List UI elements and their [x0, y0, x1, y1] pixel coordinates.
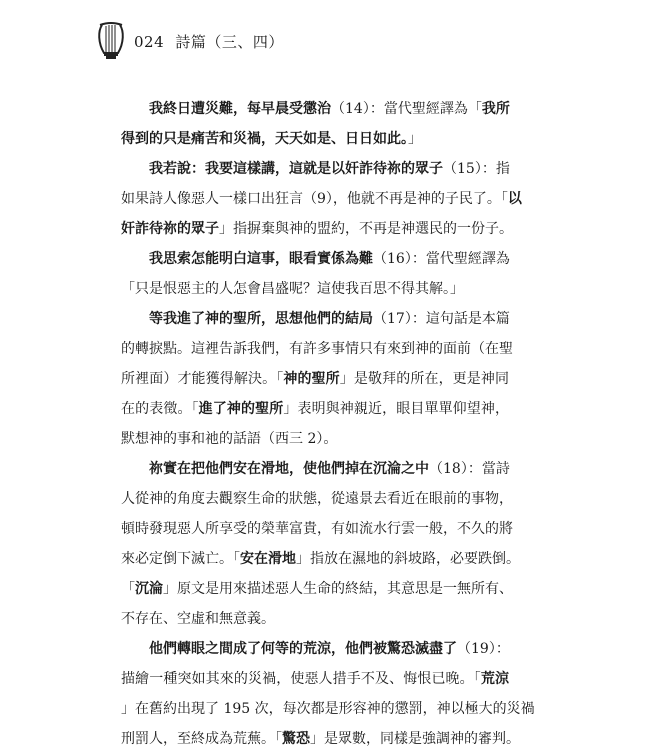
commentary-text: 人從神的角度去觀察生命的狀態，從遠景去看近在眼前的事物，	[121, 491, 513, 507]
commentary-body	[121, 94, 535, 754]
text-line	[121, 664, 509, 694]
commentary-text: 的轉捩點。這裡告訴我們，有許多事情只有來到神的面前（在聖	[121, 341, 513, 357]
scripture-quote: 沉淪	[135, 581, 163, 597]
commentary-text: 「只是恨惡主的人怎會昌盛呢？這使我百思不得其解。」	[121, 281, 464, 297]
scripture-quote: 驚恐	[282, 731, 310, 747]
text-line	[121, 604, 509, 634]
scripture-quote: 等我進了神的聖所，思想他們的結局	[149, 311, 373, 327]
commentary-text: 在的表徵。「	[121, 401, 199, 417]
commentary-text: （15）：指	[443, 161, 510, 177]
commentary-text: 」指摒棄與神的盟約，不再是神選民的一份子。	[219, 221, 513, 237]
commentary-text: 刑罰人，至終成為荒蕪。「	[121, 731, 282, 747]
commentary-text: 頓時發現惡人所享受的榮華富貴，有如流水行雲一般，不久的將	[121, 521, 513, 537]
page-title: 詩篇（三、四）	[175, 32, 284, 51]
scripture-quote: 他們轉眼之間成了何等的荒涼，他們被驚恐滅盡了	[149, 641, 457, 657]
commentary-text: （14）：當代聖經譯為「	[331, 101, 482, 117]
commentary-text: 」是敬拜的所在，更是神同	[339, 371, 510, 387]
text-line	[121, 364, 509, 394]
commentary-text: 」	[408, 131, 422, 147]
commentary-text: 」在舊約出現了 195 次，每次都是形容神的懲罰，神以極大的災禍	[121, 701, 535, 717]
commentary-text: 默想神的事和祂的話語（西三 2）。	[121, 431, 338, 447]
text-line	[121, 214, 513, 244]
commentary-text: 」是眾數，同樣是強調神的審判。	[310, 731, 520, 747]
scripture-quote: 祢實在把他們安在滑地，使他們掉在沉淪之中	[149, 461, 429, 477]
page-header	[96, 20, 284, 62]
text-line	[121, 694, 535, 724]
scripture-quote: 得到的只是痛苦和災禍，天天如是、日日如此。	[121, 131, 408, 147]
paragraph	[121, 454, 520, 634]
scripture-quote: 安在滑地	[240, 551, 296, 567]
scripture-quote: 我若說：我要這樣講，這就是以奸詐待祢的眾子	[149, 161, 443, 177]
text-line	[121, 574, 513, 604]
scripture-quote: 以	[507, 191, 522, 207]
text-line	[121, 394, 509, 424]
scripture-quote: 我思索怎能明白這事，眼看實係為難	[149, 251, 373, 267]
scripture-quote: 奸詐待祢的眾子	[121, 221, 219, 237]
harp-icon	[96, 21, 126, 61]
scripture-quote: 荒涼	[480, 671, 510, 687]
paragraph	[121, 154, 522, 244]
commentary-text: 「	[121, 581, 135, 597]
text-line	[121, 334, 513, 364]
paragraph	[121, 244, 509, 304]
text-line	[121, 94, 509, 124]
text-line	[121, 244, 509, 274]
scripture-quote: 我所	[481, 101, 510, 117]
commentary-text: 如果詩人像惡人一樣口出狂言（9），他就不再是神的子民了。「	[121, 191, 508, 207]
paragraph	[121, 304, 513, 454]
commentary-text: （19）：	[457, 641, 510, 657]
commentary-text: 描繪一種突如其來的災禍，使惡人措手不及、悔恨已晚。「	[121, 671, 481, 687]
commentary-text: （16）：當代聖經譯為	[373, 251, 510, 267]
text-line	[121, 424, 509, 454]
commentary-text: 」表明與神親近，眼目單單仰望神，	[283, 401, 510, 417]
commentary-text: 不存在、空虛和無意義。	[121, 611, 275, 627]
commentary-text: （17）：這句話是本篇	[373, 311, 510, 327]
commentary-text: 」原文是用來描述惡人生命的終結，其意思是一無所有、	[163, 581, 513, 597]
scripture-quote: 神的聖所	[283, 371, 340, 387]
text-line	[121, 514, 513, 544]
commentary-text: 」指放在濕地的斜坡路，必要跌倒。	[296, 551, 520, 567]
paragraph	[121, 634, 535, 754]
scripture-quote: 進了神的聖所	[198, 401, 284, 417]
commentary-text: （18）：當詩	[429, 461, 510, 477]
text-line	[121, 184, 522, 214]
commentary-text: 來必定倒下滅亡。「	[121, 551, 240, 567]
paragraph	[121, 94, 509, 154]
text-line	[121, 634, 509, 664]
page-number: 024	[134, 32, 165, 51]
scripture-quote: 我終日遭災難，每早晨受懲治	[149, 101, 331, 117]
text-line	[121, 484, 513, 514]
text-line	[121, 274, 509, 304]
text-line	[121, 304, 509, 334]
text-line	[121, 454, 509, 484]
text-line	[121, 544, 520, 574]
text-line	[121, 154, 509, 184]
commentary-text: 所裡面）才能獲得解決。「	[121, 371, 284, 387]
text-line	[121, 124, 509, 154]
